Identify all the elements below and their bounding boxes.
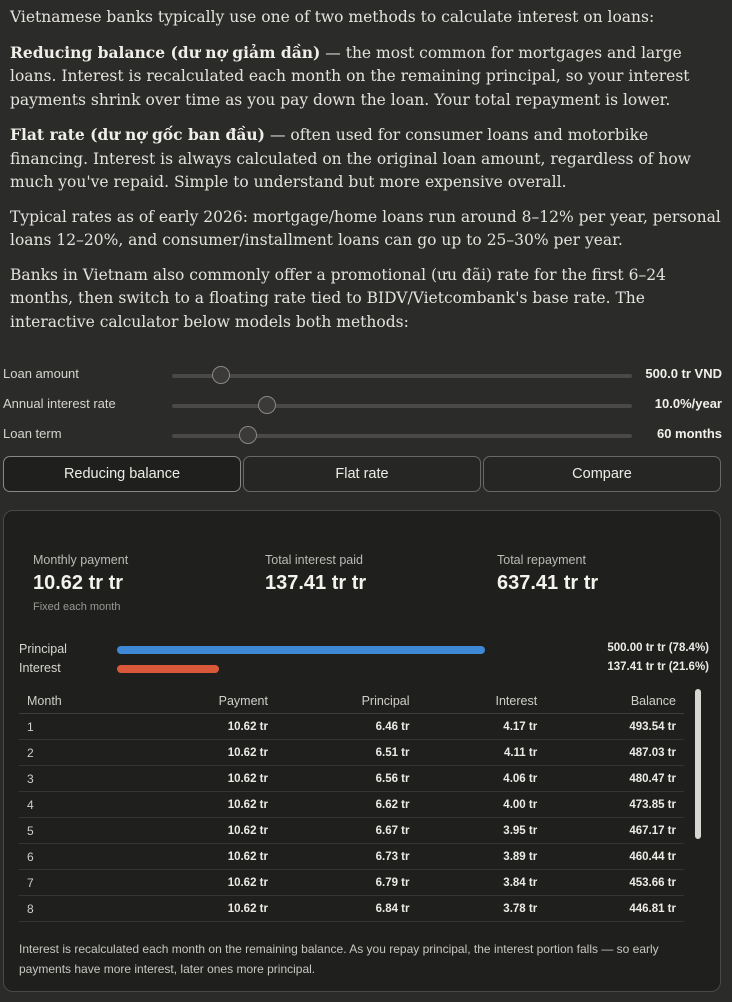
table-cell: 4.06 tr bbox=[418, 766, 546, 792]
table-row bbox=[19, 740, 684, 766]
table-cell: 6.62 tr bbox=[276, 792, 418, 818]
principal-bar-row bbox=[19, 642, 709, 658]
total-interest-value: 137.41 tr tr bbox=[265, 572, 367, 594]
table-cell: 3.89 tr bbox=[418, 844, 546, 870]
table-cell: 8 bbox=[19, 896, 131, 922]
table-cell: 3.84 tr bbox=[418, 870, 546, 896]
flat-title: Flat rate (dư nợ gốc ban đầu) bbox=[10, 125, 266, 144]
interest-bar-value: 137.41 tr tr (21.6%) bbox=[607, 661, 709, 673]
slider-group bbox=[0, 364, 732, 454]
table-cell: 1 bbox=[19, 714, 131, 740]
table-cell: 5 bbox=[19, 818, 131, 844]
table-cell: 2 bbox=[19, 740, 131, 766]
total-repayment-label: Total repayment bbox=[497, 553, 586, 567]
table-scrollbar[interactable] bbox=[694, 687, 704, 927]
loan-term-row bbox=[0, 424, 732, 454]
interest-rate-thumb[interactable] bbox=[258, 396, 276, 414]
table-cell: 6.73 tr bbox=[276, 844, 418, 870]
monthly-payment-stat bbox=[33, 553, 128, 613]
table-row bbox=[19, 766, 684, 792]
table-scroll-thumb[interactable] bbox=[695, 689, 701, 839]
flat-text: — often used for consumer loans and motorbike financing. Interest is always calculated on the original loan amount, regardless of how much you've repaid. Simple to understand but more expensive overall. bbox=[10, 126, 691, 191]
principal-bar-fill bbox=[117, 646, 485, 654]
reducing-paragraph bbox=[10, 41, 722, 113]
table-row bbox=[19, 844, 684, 870]
interest-rate-row bbox=[0, 394, 732, 424]
table-cell: 3.78 tr bbox=[418, 896, 546, 922]
table-cell: 4.11 tr bbox=[418, 740, 546, 766]
interest-bar-label: Interest bbox=[19, 661, 61, 675]
flat-paragraph bbox=[10, 123, 722, 195]
intro-paragraph: Vietnamese banks typically use one of two methods to calculate interest on loans: bbox=[10, 8, 655, 26]
column-header: Payment bbox=[131, 689, 276, 714]
loan-term-value: 60 months bbox=[656, 426, 722, 441]
table-cell: 493.54 tr bbox=[545, 714, 684, 740]
table-cell: 480.47 tr bbox=[545, 766, 684, 792]
loan-amount-row bbox=[0, 364, 732, 394]
table-row bbox=[19, 792, 684, 818]
column-header: Principal bbox=[276, 689, 418, 714]
amortization-table[interactable] bbox=[19, 689, 694, 925]
column-header: Month bbox=[19, 689, 131, 714]
explanation-note: Interest is recalculated each month on the remaining balance. As you repay principal, the interest portion falls — so early payments have more interest, later ones more principal. bbox=[19, 942, 659, 976]
table-cell: 6.79 tr bbox=[276, 870, 418, 896]
table-cell: 6.46 tr bbox=[276, 714, 418, 740]
table-cell: 487.03 tr bbox=[545, 740, 684, 766]
principal-bar-label: Principal bbox=[19, 642, 67, 656]
column-header: Interest bbox=[418, 689, 546, 714]
table-cell: 10.62 tr bbox=[131, 766, 276, 792]
table-cell: 10.62 tr bbox=[131, 714, 276, 740]
explanation-text bbox=[10, 6, 722, 345]
column-header: Balance bbox=[545, 689, 684, 714]
interest-bar-row bbox=[19, 661, 709, 677]
table-cell: 4 bbox=[19, 792, 131, 818]
total-interest-label: Total interest paid bbox=[265, 553, 363, 567]
table-row bbox=[19, 870, 684, 896]
table-cell: 10.62 tr bbox=[131, 870, 276, 896]
table-body bbox=[19, 714, 684, 922]
interest-rate-value: 10.0%/year bbox=[654, 396, 722, 411]
table-cell: 446.81 tr bbox=[545, 896, 684, 922]
loan-amount-label: Loan amount bbox=[3, 366, 79, 381]
total-repayment-value: 637.41 tr tr bbox=[497, 572, 599, 594]
principal-bar-track bbox=[117, 646, 587, 654]
promo-paragraph: Banks in Vietnam also commonly offer a promotional (ưu đãi) rate for the first 6–24 months, then switch to a floating rate tied to BIDV/Vietcombank's base rate. The interactive calculator below models both methods: bbox=[10, 265, 666, 331]
table-cell: 10.62 tr bbox=[131, 896, 276, 922]
tab-compare[interactable]: Compare bbox=[483, 456, 721, 492]
interest-rate-label: Annual interest rate bbox=[3, 396, 116, 411]
results-card bbox=[3, 510, 721, 992]
monthly-payment-note: Fixed each month bbox=[33, 601, 121, 613]
table-cell: 4.17 tr bbox=[418, 714, 546, 740]
loan-term-label: Loan term bbox=[3, 426, 62, 441]
loan-amount-thumb[interactable] bbox=[212, 366, 230, 384]
table-cell: 6 bbox=[19, 844, 131, 870]
reducing-title: Reducing balance (dư nợ giảm dần) bbox=[10, 42, 321, 62]
table-cell: 467.17 tr bbox=[545, 818, 684, 844]
loan-term-slider[interactable] bbox=[172, 434, 632, 438]
monthly-payment-label: Monthly payment bbox=[33, 553, 129, 567]
table-cell: 10.62 tr bbox=[131, 844, 276, 870]
table-cell: 10.62 tr bbox=[131, 792, 276, 818]
table-row bbox=[19, 818, 684, 844]
table-cell: 3.95 tr bbox=[418, 818, 546, 844]
rates-paragraph: Typical rates as of early 2026: mortgage/home loans run around 8–12% per year, personal loans 12–20%, and consumer/installment loans can go up to 25–30% per year. bbox=[10, 207, 721, 249]
tab-flat-rate[interactable]: Flat rate bbox=[243, 456, 481, 492]
method-tabs bbox=[3, 456, 721, 492]
table-row bbox=[19, 896, 684, 922]
interest-rate-slider[interactable] bbox=[172, 404, 632, 408]
table-cell: 6.84 tr bbox=[276, 896, 418, 922]
table-header-row bbox=[19, 689, 684, 714]
table-cell: 453.66 tr bbox=[545, 870, 684, 896]
interest-bar-track bbox=[117, 665, 587, 673]
table-cell: 460.44 tr bbox=[545, 844, 684, 870]
table-cell: 10.62 tr bbox=[131, 818, 276, 844]
table-cell: 6.67 tr bbox=[276, 818, 418, 844]
reducing-text: — the most common for mortgages and large loans. Interest is recalculated each month on the remaining principal, so your interest payments shrink over time as you pay down the loan. Your total repayment is lower. bbox=[10, 43, 690, 109]
loan-amount-value: 500.0 tr VND bbox=[645, 366, 722, 381]
table-cell: 4.00 tr bbox=[418, 792, 546, 818]
table-cell: 6.56 tr bbox=[276, 766, 418, 792]
principal-bar-value: 500.00 tr tr (78.4%) bbox=[607, 642, 709, 654]
total-repayment-stat bbox=[497, 553, 598, 595]
monthly-payment-value: 10.62 tr tr bbox=[33, 572, 124, 594]
table-row bbox=[19, 714, 684, 740]
table-cell: 10.62 tr bbox=[131, 740, 276, 766]
table-cell: 6.51 tr bbox=[276, 740, 418, 766]
table-cell: 473.85 tr bbox=[545, 792, 684, 818]
table-cell: 3 bbox=[19, 766, 131, 792]
interest-bar-fill bbox=[117, 665, 219, 673]
tab-reducing-balance[interactable]: Reducing balance bbox=[3, 456, 241, 492]
table-cell: 7 bbox=[19, 870, 131, 896]
loan-amount-slider[interactable] bbox=[172, 374, 632, 378]
loan-term-thumb[interactable] bbox=[239, 426, 257, 444]
total-interest-stat bbox=[265, 553, 366, 595]
